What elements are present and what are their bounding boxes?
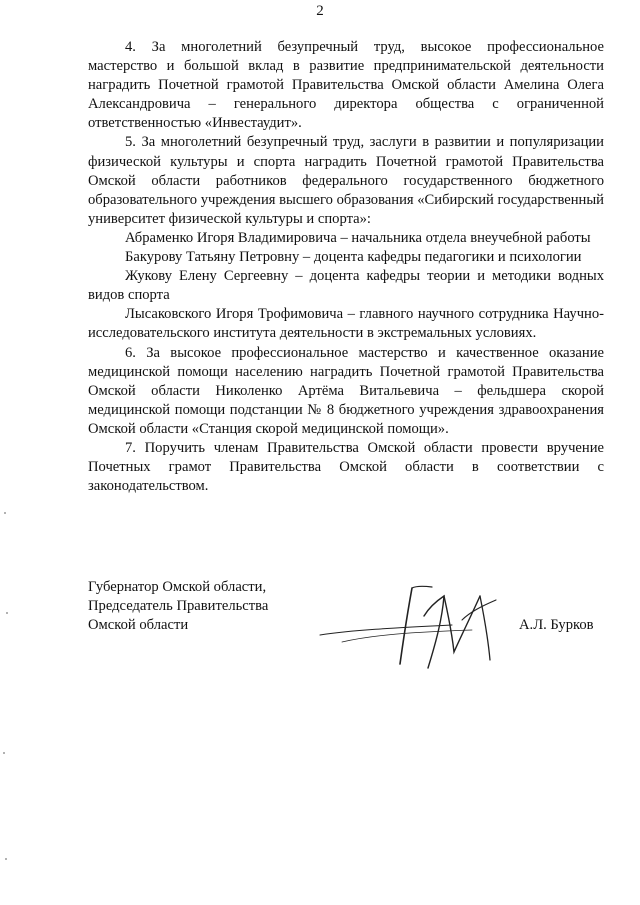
signatory-title-line: Губернатор Омской области,	[88, 579, 267, 595]
document-body	[88, 38, 604, 496]
awardee-lysakovsky: Лысаковского Игоря Трофимовича – главного научного сотрудника Научно-исследовательского института деятельности в экстремальных условиях.	[88, 306, 604, 342]
signatory-title	[88, 578, 268, 635]
awardee-zhukova: Жукову Елену Сергеевну – доцента кафедры теории и методики водных видов спорта	[88, 268, 604, 304]
paragraph-item-4: 4. За многолетний безупречный труд, высокое профессиональное мастерство и большой вклад в развитие предпринимательской деятельности наградить Почетной грамотой Правительства Омской области Амелина Олега Александровича – генерального директора общества с ограниченной ответственностью «Инвестаудит».	[88, 39, 604, 132]
awardee-bakurova: Бакурову Татьяну Петровну – доцента кафедры педагогики и психологии	[125, 249, 582, 266]
signatory-title-line: Омской области	[88, 617, 189, 634]
signatory-title-line: Председатель Правительства	[88, 598, 269, 615]
awardee-abramenko: Абраменко Игоря Владимировича – начальника отдела внеучебной работы	[125, 229, 591, 246]
page-number: 2	[316, 3, 324, 19]
paragraph-item-7: 7. Поручить членам Правительства Омской области провести вручение Почетных грамот Правительства Омской области в соответствии с законодательством.	[88, 439, 604, 495]
paragraph-item-5: 5. За многолетний безупречный труд, заслуги в развитии и популяризации физической культуры и спорта наградить Почетной грамотой Правительства Омской области работников федерального государственного бюджетного образовательного учреждения высшего образования «Сибирский государственный университет физической культуры и спорта»:	[88, 134, 604, 227]
handwritten-signature	[312, 580, 512, 675]
scan-speck	[4, 512, 6, 514]
scan-speck	[6, 612, 8, 614]
paragraph-item-6: 6. За высокое профессиональное мастерство и качественное оказание медицинской помощи населению наградить Почетной грамотой Правительства Омской области Николенко Артёма Витальевича – фельдшера скорой медицинской помощи подстанции № 8 бюджетного учреждения здравоохранения Омской области «Станция скорой медицинской помощи».	[88, 344, 604, 437]
signatory-name: А.Л. Бурков	[519, 617, 594, 633]
scan-speck	[5, 858, 7, 860]
scan-speck	[3, 752, 5, 754]
